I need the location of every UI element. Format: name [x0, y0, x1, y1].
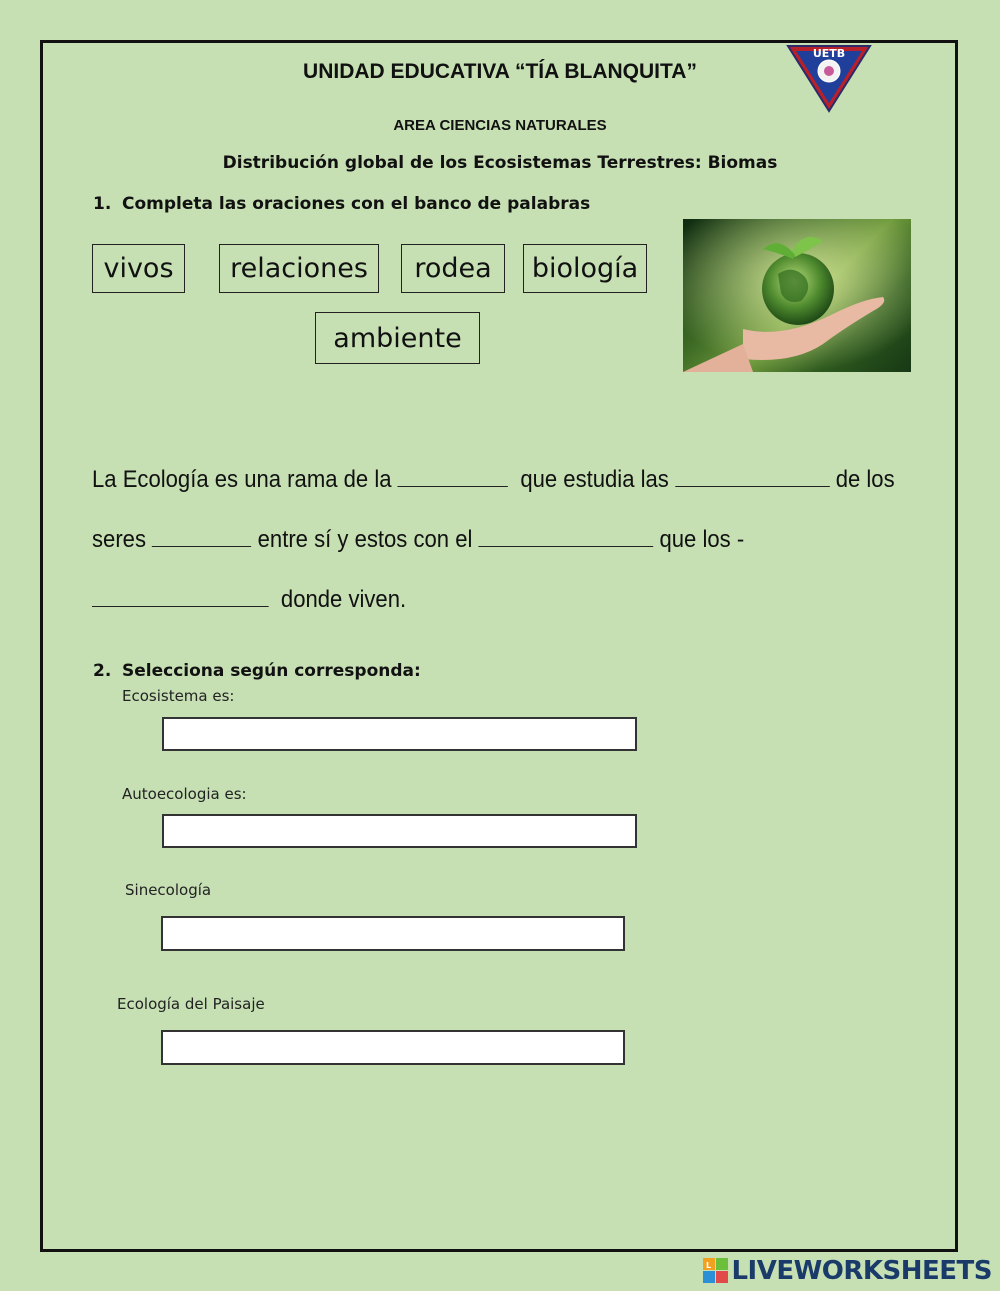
- question-1-number: 1.: [93, 194, 112, 214]
- blank-3[interactable]: [152, 526, 251, 547]
- sentence-text: donde viven.: [280, 586, 407, 613]
- blank-4[interactable]: [479, 526, 654, 547]
- school-title: UNIDAD EDUCATIVA “TÍA BLANQUITA”: [303, 60, 697, 83]
- word-chip-biologia[interactable]: biología: [523, 244, 647, 293]
- sentence-text: La Ecología es una rama de la: [92, 466, 392, 493]
- word-chip-ambiente[interactable]: ambiente: [315, 312, 480, 364]
- logo-text: UETB: [812, 47, 846, 60]
- liveworksheets-text: LIVEWORKSHEETS: [731, 1256, 992, 1286]
- sinecologia-label: Sinecología: [125, 881, 212, 899]
- blank-5[interactable]: [92, 586, 269, 607]
- area-title: AREA CIENCIAS NATURALES: [393, 117, 607, 134]
- question-1-text: Completa las oraciones con el banco de palabras: [122, 194, 591, 214]
- ecosistema-label: Ecosistema es:: [122, 687, 235, 705]
- subject-title: Distribución global de los Ecosistemas Terrestres: Biomas: [222, 153, 778, 173]
- liveworksheets-logo-icon: [703, 1258, 729, 1284]
- autoecologia-label: Autoecologia es:: [122, 785, 247, 803]
- earth-in-hand-image: [683, 219, 911, 372]
- autoecologia-select[interactable]: [162, 814, 637, 848]
- blank-1[interactable]: [398, 466, 508, 487]
- sentence-text: seres: [92, 526, 146, 553]
- sentence-text: entre sí y estos con el: [257, 526, 473, 553]
- sentence-line-3: [92, 586, 406, 614]
- word-chip-rodea[interactable]: rodea: [401, 244, 505, 293]
- ecosistema-select[interactable]: [162, 717, 637, 751]
- question-2-heading: [93, 661, 421, 681]
- sentence-text: que los -: [659, 526, 745, 553]
- badge-letter: L: [706, 1261, 712, 1270]
- question-2-text: Selecciona según corresponda:: [122, 661, 421, 681]
- earth-in-hand-illustration: [683, 219, 911, 372]
- sentence-text: que estudia las: [520, 466, 669, 493]
- ecologia-paisaje-select[interactable]: [161, 1030, 625, 1065]
- school-logo: [786, 43, 872, 113]
- blank-2[interactable]: [675, 466, 830, 487]
- sentence-text: de los: [835, 466, 895, 493]
- sentence-line-2: [92, 526, 744, 554]
- ecologia-paisaje-label: Ecología del Paisaje: [117, 995, 265, 1013]
- question-2-number: 2.: [93, 661, 112, 681]
- question-1-heading: [93, 194, 590, 214]
- word-chip-vivos[interactable]: vivos: [92, 244, 185, 293]
- word-chip-relaciones[interactable]: relaciones: [219, 244, 379, 293]
- liveworksheets-brand[interactable]: [703, 1256, 992, 1286]
- sentence-line-1: [92, 466, 895, 494]
- sinecologia-select[interactable]: [161, 916, 625, 951]
